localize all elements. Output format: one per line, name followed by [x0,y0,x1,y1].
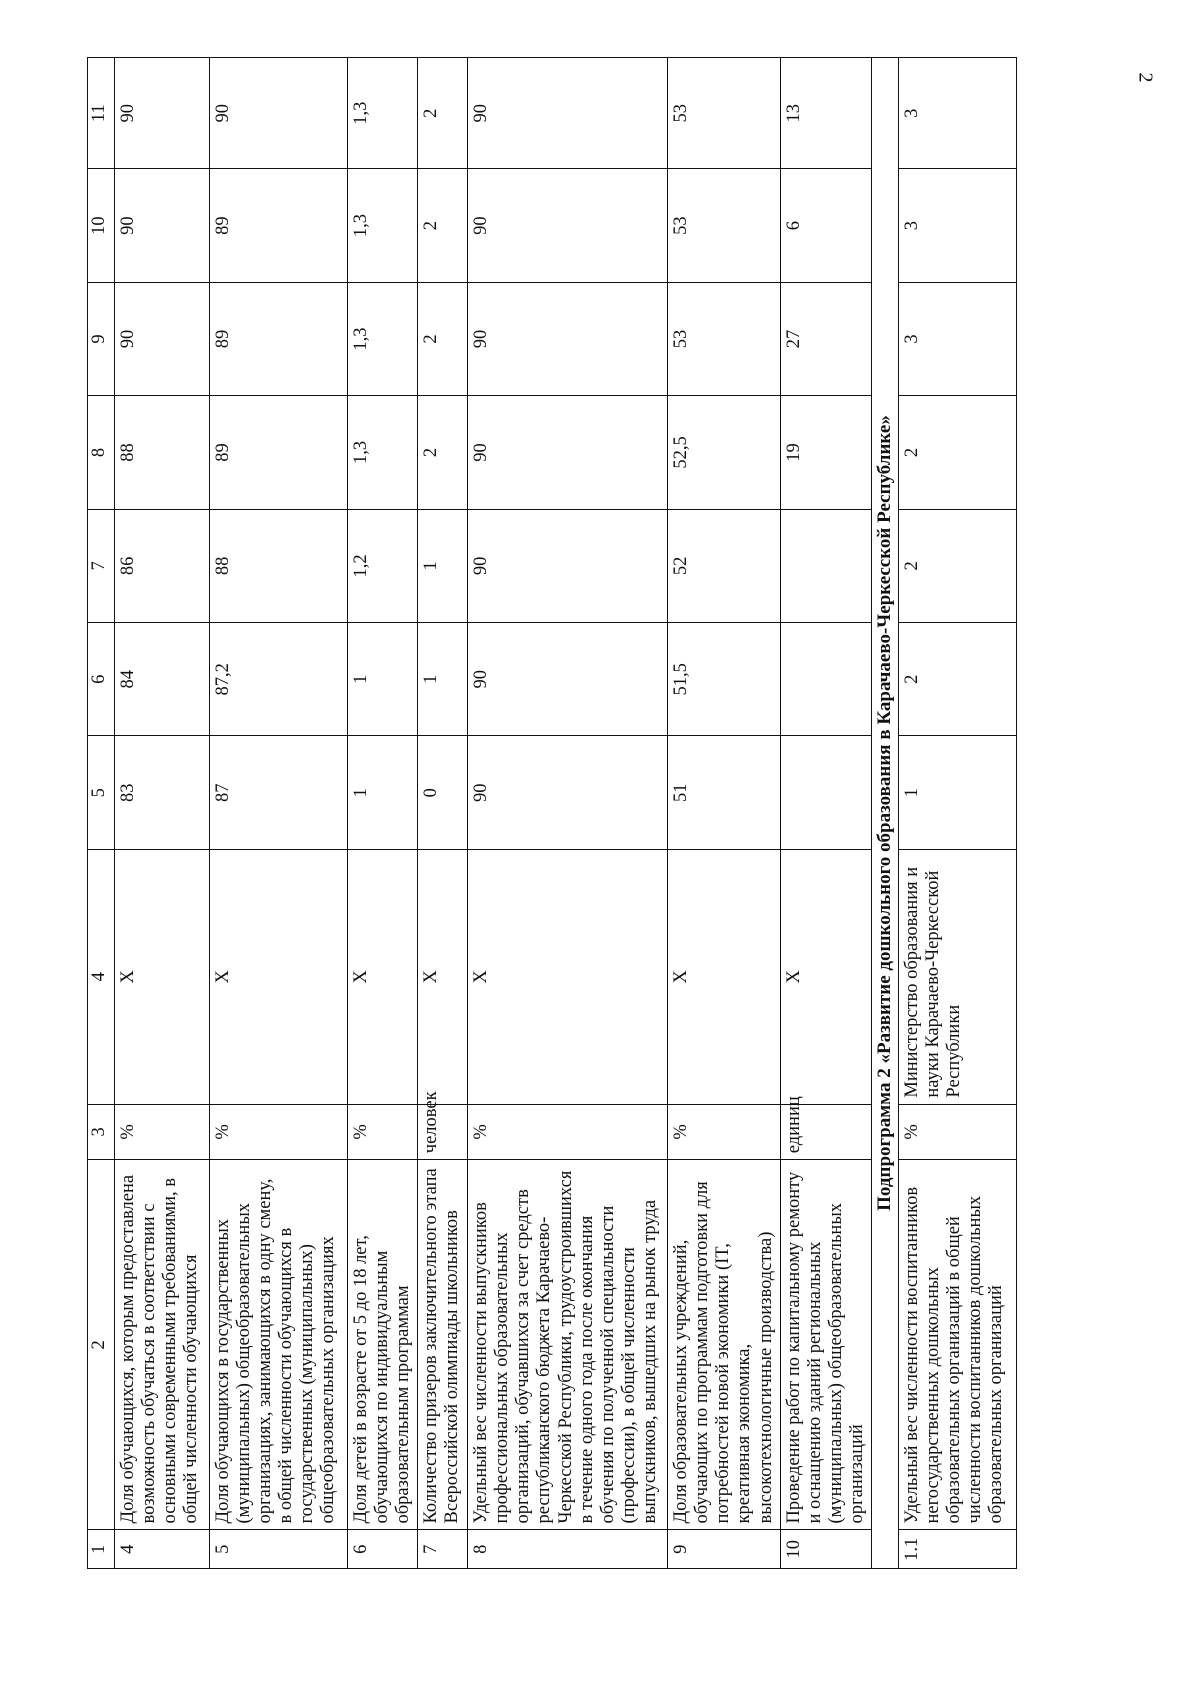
value-cell: 1,3 [348,58,418,169]
value-cell: 83 [115,736,210,849]
unit: % [668,1104,780,1160]
value-cell: 1,3 [348,282,418,395]
indicator-name: Удельный вес численности выпускников профессиональных образовательных организаций, обучавшихся за счет средств республиканского бюджета Карачаево-Черкесской Республики, трудоустроившихся в течение одного года после окончания обучения по полученной специальности (профессии), в общей численности выпускников, вышедших на рынок труда [468,1160,668,1530]
responsible: Х [780,849,871,1104]
value-cell: 53 [668,282,780,395]
responsible: Х [348,849,418,1104]
value-cell: 3 [898,58,1016,169]
value-cell: 90 [210,58,348,169]
value-cell: 2 [418,396,468,509]
unit: человек [418,1104,468,1160]
col-header: 10 [88,169,115,282]
value-cell: 84 [115,623,210,736]
value-cell: 90 [468,509,668,622]
indicator-name: Количество призеров заключительного этапа Всероссийской олимпиады школьников [418,1160,468,1530]
value-cell: 2 [898,396,1016,509]
col-header: 9 [88,282,115,395]
unit: единиц [780,1104,871,1160]
responsible: Х [210,849,348,1104]
value-cell: 2 [418,282,468,395]
responsible: Министерство образования и науки Карачаево-Черкесской Республики [898,849,1016,1104]
col-header: 6 [88,623,115,736]
value-cell: 86 [115,509,210,622]
value-cell: 1,3 [348,396,418,509]
table-row [348,58,418,1569]
value-cell [780,623,871,736]
value-cell: 1 [348,736,418,849]
row-number: 6 [348,1530,418,1569]
row-number: 8 [468,1530,668,1569]
indicator-rows [115,58,872,1569]
value-cell: 1 [898,736,1016,849]
value-cell: 90 [468,623,668,736]
indicator-name: Доля обучающихся в государственных (муниципальных) общеобразовательных организациях, занимающихся в одну смену, в общей численности обучающихся в государственных (муниципальных) общеобразовательных организациях [210,1160,348,1530]
value-cell: 6 [780,169,871,282]
value-cell: 89 [210,282,348,395]
unit: % [115,1104,210,1160]
value-cell: 51 [668,736,780,849]
value-cell: 2 [898,509,1016,622]
column-number-row [88,58,115,1569]
table-row [780,58,871,1569]
col-header: 8 [88,396,115,509]
value-cell: 51,5 [668,623,780,736]
value-cell: 0 [418,736,468,849]
indicator-name: Доля детей в возрасте от 5 до 18 лет, обучающихся по индивидуальным образовательным программам [348,1160,418,1530]
value-cell: 90 [468,396,668,509]
value-cell: 1,3 [348,169,418,282]
value-cell: 52 [668,509,780,622]
value-cell: 27 [780,282,871,395]
value-cell: 90 [115,169,210,282]
value-cell: 2 [898,623,1016,736]
value-cell: 53 [668,169,780,282]
value-cell: 1 [418,509,468,622]
col-header: 1 [88,1530,115,1569]
indicator-name: Проведение работ по капитальному ремонту и оснащению зданий региональных (муниципальных) общеобразовательных организаций [780,1160,871,1530]
indicators-table [87,57,1017,1569]
col-header: 11 [88,58,115,169]
responsible: Х [115,849,210,1104]
table-row [418,58,468,1569]
responsible: Х [468,849,668,1104]
value-cell: 13 [780,58,871,169]
value-cell [780,736,871,849]
table-row [468,58,668,1569]
value-cell: 89 [210,169,348,282]
value-cell: 90 [468,58,668,169]
value-cell: 87,2 [210,623,348,736]
unit: % [348,1104,418,1160]
table-row [898,58,1016,1569]
unit: % [898,1104,1016,1160]
value-cell: 19 [780,396,871,509]
indicator-name: Доля обучающихся, которым предоставлена возможность обучаться в соответствии с основными современными требованиями, в общей численности обучающихся [115,1160,210,1530]
value-cell: 1 [418,623,468,736]
indicator-name: Удельный вес численности воспитанников негосударственных дошкольных образовательных организаций в общей численности воспитанников дошкольных образовательных организаций [898,1160,1016,1530]
subprogram-rows [898,58,1016,1569]
value-cell [780,509,871,622]
col-header: 5 [88,736,115,849]
value-cell: 2 [418,58,468,169]
value-cell: 89 [210,396,348,509]
value-cell: 90 [115,282,210,395]
col-header: 4 [88,849,115,1104]
row-number: 4 [115,1530,210,1569]
table-row [115,58,210,1569]
value-cell: 1,2 [348,509,418,622]
value-cell: 53 [668,58,780,169]
subprogram-header-row [871,58,898,1569]
col-header: 2 [88,1160,115,1530]
value-cell: 3 [898,169,1016,282]
row-number: 7 [418,1530,468,1569]
row-number: 5 [210,1530,348,1569]
value-cell: 90 [468,169,668,282]
value-cell: 90 [115,58,210,169]
col-header: 3 [88,1104,115,1160]
value-cell: 52,5 [668,396,780,509]
value-cell: 87 [210,736,348,849]
unit: % [210,1104,348,1160]
col-header: 7 [88,509,115,622]
table-row [668,58,780,1569]
row-number: 1.1 [898,1530,1016,1569]
value-cell: 90 [468,282,668,395]
unit: % [468,1104,668,1160]
row-number: 10 [780,1530,871,1569]
rotated-page [87,57,1089,1569]
value-cell: 90 [468,736,668,849]
value-cell: 88 [115,396,210,509]
table-row [210,58,348,1569]
responsible: Х [418,849,468,1104]
responsible: Х [668,849,780,1104]
value-cell: 88 [210,509,348,622]
page-number: 2 [1134,72,1157,83]
subprogram-title: Подпрограмма 2 «Развитие дошкольного образования в Карачаево-Черкесской Республике» [871,58,898,1569]
value-cell: 2 [418,169,468,282]
value-cell: 1 [348,623,418,736]
indicator-name: Доля образовательных учреждений, обучающих по программам подготовки для потребностей новой экономики (IT, креативная экономика, высокотехнологичные производства) [668,1160,780,1530]
row-number: 9 [668,1530,780,1569]
value-cell: 3 [898,282,1016,395]
